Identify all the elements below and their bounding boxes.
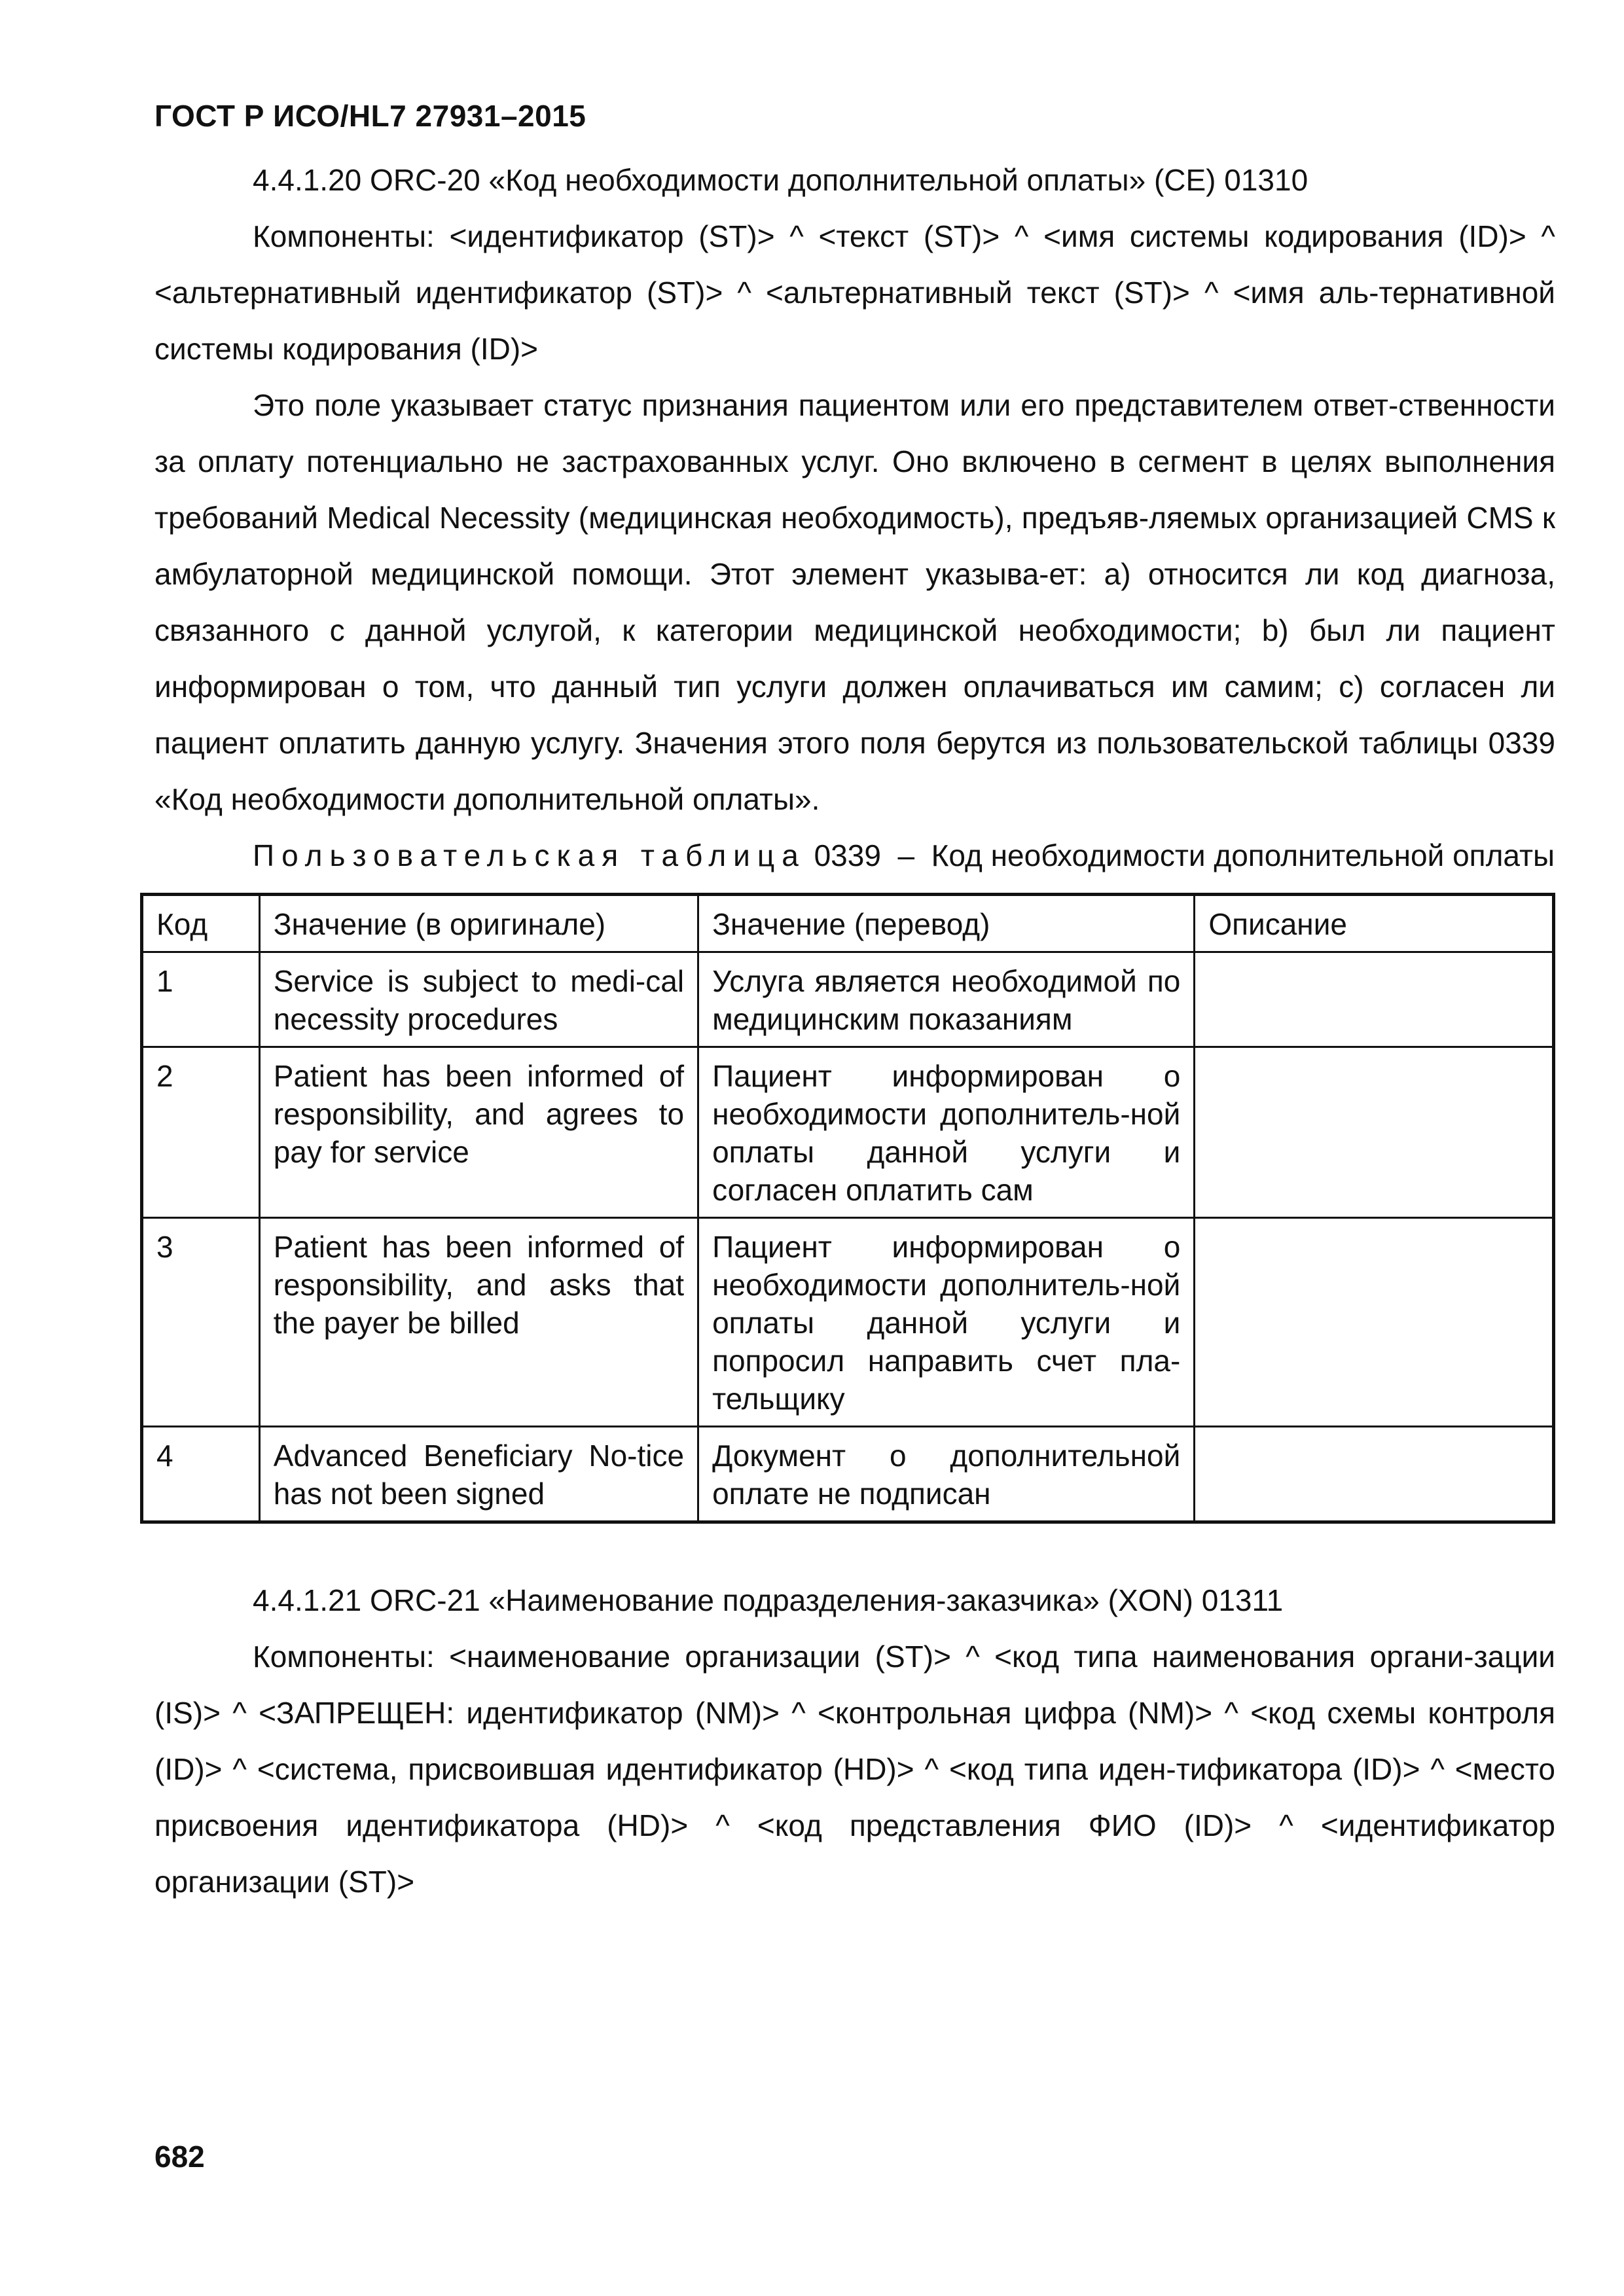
- table-caption: [154, 827, 1555, 884]
- page-content: [154, 152, 1555, 1910]
- cell-original: Service is subject to medi-cal necessity procedures: [259, 952, 698, 1047]
- cell-description: [1195, 1427, 1554, 1522]
- cell-code: 1: [142, 952, 260, 1047]
- cell-translation: Пациент информирован о необходимости дополнитель-ной оплаты данной услуги и попросил направить счет пла-тельщику: [698, 1218, 1195, 1427]
- table-caption-dash: –: [897, 838, 915, 872]
- section-heading-orc-21: 4.4.1.21 ORC-21 «Наименование подразделения-заказчика» (XON) 01311: [253, 1583, 1284, 1617]
- cell-original: Patient has been informed of responsibility, and asks that the payer be billed: [259, 1218, 698, 1427]
- cell-original: Patient has been informed of responsibility, and agrees to pay for service: [259, 1047, 698, 1218]
- table-caption-title: Код необходимости дополнительной оплаты: [931, 838, 1555, 872]
- table-row: [142, 1047, 1554, 1218]
- page-number: 682: [154, 2140, 205, 2174]
- user-table-0339: [140, 893, 1555, 1524]
- cell-description: [1195, 1218, 1554, 1427]
- table-row: [142, 952, 1554, 1047]
- cell-translation: Услуга является необходимой по медицинским показаниям: [698, 952, 1195, 1047]
- table-caption-number: 0339: [814, 838, 881, 872]
- table-row: [142, 1427, 1554, 1522]
- components-paragraph-orc-20: Компоненты: <идентификатор (ST)> ^ <текст (ST)> ^ <имя системы кодирования (ID)> ^ <альтернативный идентификатор (ST)> ^ <альтернативный текст (ST)> ^ <имя аль-тернативной системы кодирования (ID)>: [154, 219, 1555, 366]
- column-header-original: Значение (в оригинале): [259, 895, 698, 952]
- cell-translation: Пациент информирован о необходимости дополнитель-ной оплаты данной услуги и согласен оплатить сам: [698, 1047, 1195, 1218]
- section-heading-orc-20: 4.4.1.20 ORC-20 «Код необходимости дополнительной оплаты» (CE) 01310: [253, 163, 1308, 197]
- components-paragraph-orc-21: Компоненты: <наименование организации (ST)> ^ <код типа наименования органи-зации (IS)> ^ <ЗАПРЕЩЕН: идентификатор (NM)> ^ <контрольная цифра (NM)> ^ <код схемы контроля (ID)> ^ <система, присвоившая идентификатор (HD)> ^ <код типа иден-тификатора (ID)> ^ <место присвоения идентификатора (HD)> ^ <код представления ФИО (ID)> ^ <идентификатор организации (ST)>: [154, 1640, 1555, 1899]
- description-paragraph-orc-20: Это поле указывает статус признания пациентом или его представителем ответ-ственности за оплату потенциально не застрахованных услуг. Оно включено в сегмент в целях выполнения требований Medical Necessity (медицинская необходимость), предъяв-ляемых организацией CMS к амбулаторной медицинской помощи. Этот элемент указыва-ет: a) относится ли код диагноза, связанного с данной услугой, к категории медицинской необходимости; b) был ли пациент информирован о том, что данный тип услуги должен оплачиваться им самим; c) согласен ли пациент оплатить данную услугу. Значения этого поля берутся из пользовательской таблицы 0339 «Код необходимости дополнительной оплаты».: [154, 388, 1555, 816]
- cell-description: [1195, 1047, 1554, 1218]
- cell-translation: Документ о дополнительной оплате не подписан: [698, 1427, 1195, 1522]
- cell-code: 4: [142, 1427, 260, 1522]
- column-header-description: Описание: [1195, 895, 1554, 952]
- cell-original: Advanced Beneficiary No-tice has not been signed: [259, 1427, 698, 1522]
- cell-description: [1195, 952, 1554, 1047]
- table-caption-label: Пользовательская таблица: [253, 838, 806, 872]
- table-row: [142, 1218, 1554, 1427]
- column-header-code: Код: [142, 895, 260, 952]
- cell-code: 3: [142, 1218, 260, 1427]
- cell-code: 2: [142, 1047, 260, 1218]
- document-header: ГОСТ Р ИСО/HL7 27931–2015: [154, 99, 586, 133]
- column-header-translation: Значение (перевод): [698, 895, 1195, 952]
- table-header-row: [142, 895, 1554, 952]
